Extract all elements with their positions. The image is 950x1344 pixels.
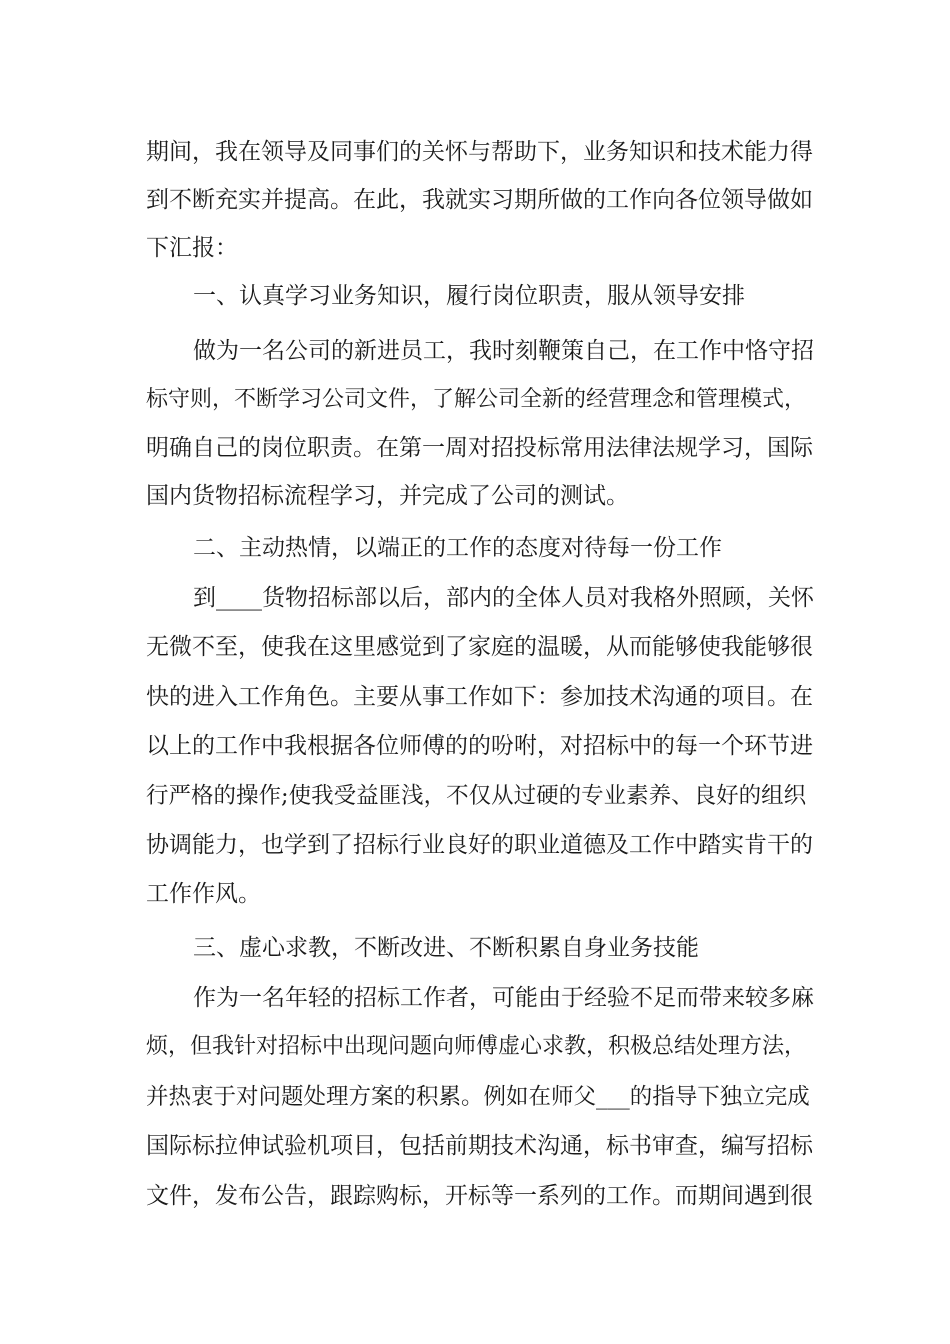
paragraph-line: 协调能力，也学到了招标行业良好的职业道德及工作中踏实肯干的: [146, 832, 813, 858]
paragraph-line: 行严格的操作;使我受益匪浅，不仅从过硬的专业素养、良好的组织: [146, 783, 807, 809]
paragraph-line: 到____货物招标部以后，部内的全体人员对我格外照顾，关怀: [193, 585, 814, 611]
paragraph-line: 国内货物招标流程学习，并完成了公司的测试。: [146, 483, 629, 509]
paragraph-line: 明确自己的岗位职责。在第一周对招投标常用法律法规学习，国际: [146, 435, 813, 461]
paragraph-line: 快的进入工作角色。主要从事工作如下：参加技术沟通的项目。在: [146, 684, 813, 710]
paragraph-line: 做为一名公司的新进员工，我时刻鞭策自己，在工作中恪守招: [193, 338, 814, 364]
section-heading: 二、主动热情，以端正的工作的态度对待每一份工作: [193, 535, 722, 561]
paragraph-line: 以上的工作中我根据各位师傅的的吩咐，对招标中的每一个环节进: [146, 733, 813, 759]
paragraph-line: 下汇报：: [146, 235, 238, 261]
paragraph-line: 文件，发布公告，跟踪购标，开标等一系列的工作。而期间遇到很: [146, 1183, 813, 1209]
paragraph-line: 烦，但我针对招标中出现问题向师傅虚心求教，积极总结处理方法，: [146, 1034, 807, 1059]
section-heading: 一、认真学习业务知识，履行岗位职责，服从领导安排: [193, 283, 745, 309]
paragraph-line: 并热衷于对问题处理方案的积累。例如在师父___的指导下独立完成: [146, 1084, 810, 1110]
paragraph-line: 国际标拉伸试验机项目，包括前期技术沟通，标书审查，编写招标: [146, 1133, 813, 1159]
section-heading: 三、虚心求教，不断改进、不断积累自身业务技能: [193, 935, 699, 961]
paragraph-line: 期间，我在领导及同事们的关怀与帮助下，业务知识和技术能力得: [146, 139, 813, 165]
paragraph-line: 到不断充实并提高。在此，我就实习期所做的工作向各位领导做如: [146, 187, 813, 213]
paragraph-line: 作为一名年轻的招标工作者，可能由于经验不足而带来较多麻: [193, 985, 814, 1011]
paragraph-line: 无微不至，使我在这里感觉到了家庭的温暖，从而能够使我能够很: [146, 634, 813, 660]
paragraph-line: 工作作风。: [146, 881, 261, 907]
paragraph-line: 标守则，不断学习公司文件，了解公司全新的经营理念和管理模式，: [146, 387, 807, 412]
